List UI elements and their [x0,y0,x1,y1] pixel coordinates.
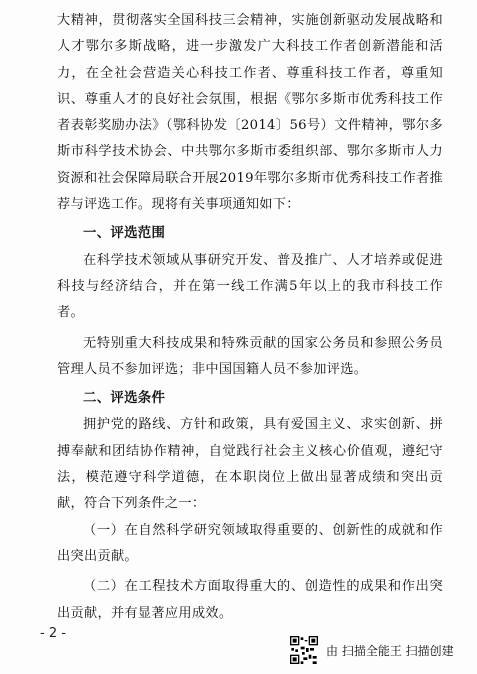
page-number: - 2 - [40,626,66,641]
condition-item-1: （一）在自然科学研究领域取得重要的、创新性的成就和作出突出贡献。 [57,522,443,564]
scanner-watermark-text: 由 扫描全能王 扫描创建 [326,644,454,658]
qr-code-icon [290,636,318,664]
condition-item-2: （二）在工程技术方面取得重大的、创造性的成果和作出突出贡献，并有显著应用成效。 [57,579,443,621]
document-body [57,8,443,627]
section-heading-scope: 一、评选范围 [83,226,166,242]
scope-paragraph-2: 无特别重大科技成果和特殊贡献的国家公务员和参照公务员管理人员不参加评选；非中国国籍人员不参加评选。 [57,335,443,377]
scope-paragraph-1: 在科学技术领域从事研究开发、普及推广、人才培养或促进科技与经济结合，并在第一线工作满5年以上的我市科技工作者。 [57,252,443,321]
section-heading-conditions: 二、评选条件 [83,391,166,407]
intro-paragraph: 大精神，贯彻落实全国科技三会精神，实施创新驱动发展战略和人才鄂尔多斯战略，进一步激发广大科技工作者创新潜能和活力，在全社会营造关心科技工作者、尊重科技工作者，尊重知识、尊重人才的良好社会氛围，根据《鄂尔多斯市优秀科技工作者表彰奖励办法》（鄂科协发〔2014〕56号）文件精神，鄂尔多斯市科学技术协会、中共鄂尔多斯市委组织部、鄂尔多斯市人力资源和社会保障局联合开展2019年鄂尔多斯市优秀科技工作者推荐与评选工作。现将有关事项通知如下： [57,13,443,213]
conditions-paragraph: 拥护党的路线、方针和政策，具有爱国主义、求实创新、拼搏奉献和团结协作精神，自觉践行社会主义核心价值观，遵纪守法，模范遵守科学道德，在本职岗位上做出显著成绩和突出贡献，符合下列条件之一： [57,417,443,512]
